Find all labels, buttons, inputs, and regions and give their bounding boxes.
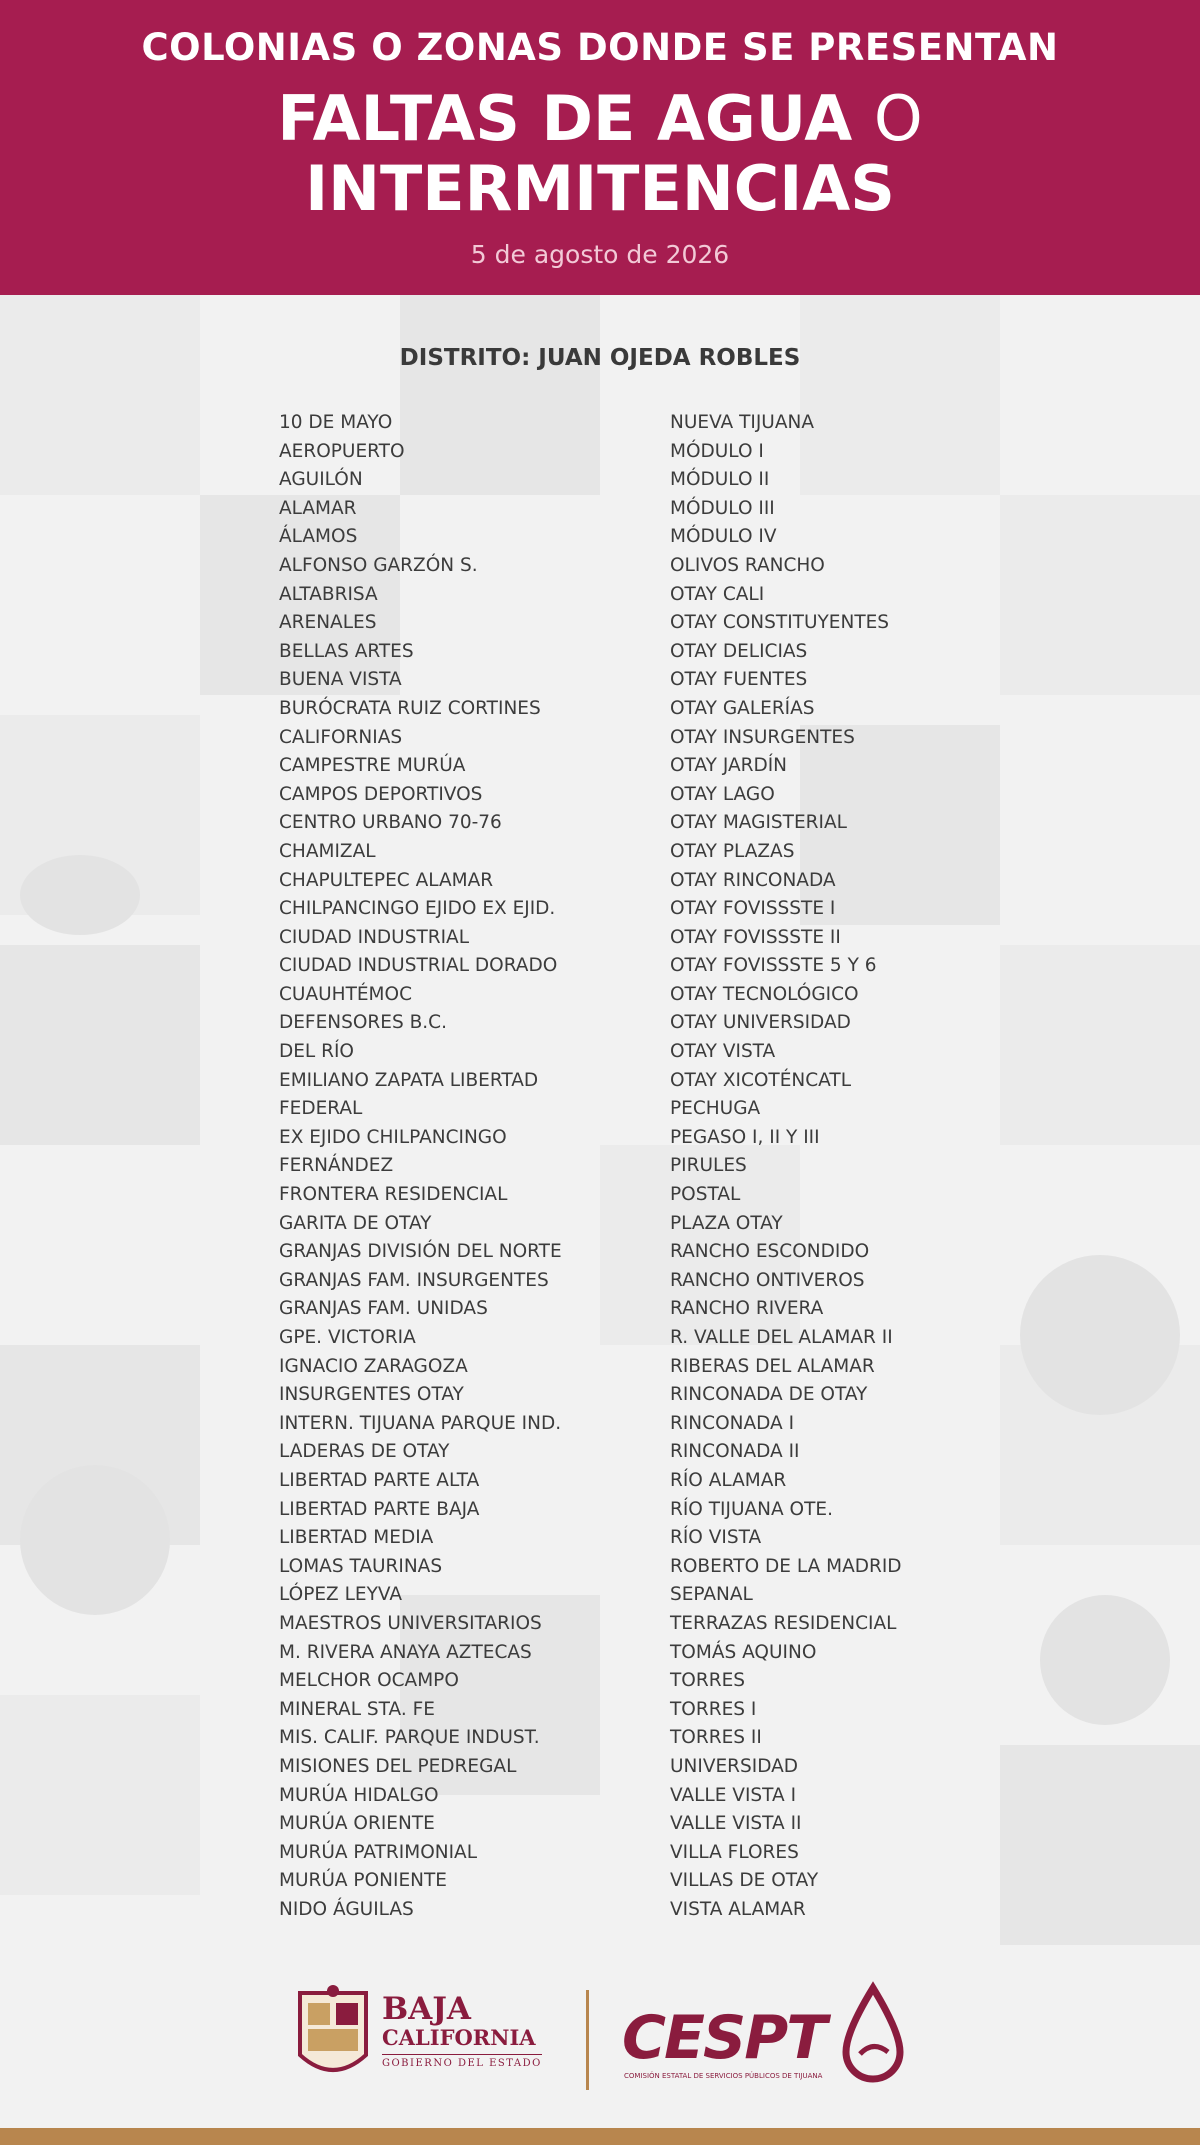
colonia-item: OTAY JARDÍN [670,755,788,777]
colonia-item: OTAY FOVISSSTE I [670,898,836,920]
background-pattern [0,295,1200,2125]
header-date: 5 de agosto de 2026 [470,240,730,269]
colonia-item: RÍO VISTA [670,1527,762,1549]
cespt-logo: CESPT [622,2003,826,2073]
colonia-item: OTAY XICOTÉNCATL [670,1069,852,1091]
colonia-item: MINERAL STA. FE [279,1698,435,1720]
colonia-item: ARENALES [279,612,377,634]
pattern-tile [0,945,200,1145]
colonia-item: CHILPANCINGO EJIDO EX EJID. [279,898,556,920]
colonia-item: OTAY CONSTITUYENTES [670,612,890,634]
header-title-bold: FALTAS DE AGUA [277,82,853,155]
colonia-item: OTAY INSURGENTES [670,726,855,748]
colonia-item: INSURGENTES OTAY [279,1384,464,1406]
district-title: DISTRITO: JUAN OJEDA ROBLES [399,345,801,371]
colonia-item: DEFENSORES B.C. [279,1012,447,1034]
colonia-item: TORRES II [670,1727,762,1749]
header-title-line1: COLONIAS O ZONAS DONDE SE PRESENTAN [141,26,1059,69]
pattern-tile [1000,945,1200,1145]
baja-california-seal-icon [296,1985,370,2087]
water-drop-icon [838,1980,908,2090]
colonia-item: UNIVERSIDAD [670,1755,799,1777]
pattern-circle [1040,1595,1170,1725]
colonia-item: RÍO TIJUANA OTE. [670,1498,833,1520]
cespt-subtitle: COMISIÓN ESTATAL DE SERVICIOS PÚBLICOS DE TIJUANA [624,2072,823,2080]
pattern-tile [0,295,200,495]
colonia-item: MELCHOR OCAMPO [279,1670,459,1692]
header-title-line3: INTERMITENCIAS [305,152,895,225]
colonia-item: POSTAL [670,1184,741,1206]
colonia-item: CALIFORNIAS [279,726,403,748]
colonia-item: OTAY TECNOLÓGICO [670,983,859,1005]
colonia-item: ALAMAR [279,497,357,519]
header-title-light: O [873,82,923,155]
colonia-item: SEPANAL [670,1584,753,1606]
colonia-item: MISIONES DEL PEDREGAL [279,1755,517,1777]
colonia-item: OLIVOS RANCHO [670,554,825,576]
pattern-circle [1020,1255,1180,1415]
colonia-item: NUEVA TIJUANA [670,412,814,433]
colonia-item: OTAY PLAZAS [670,840,795,862]
colonia-item: MURÚA ORIENTE [279,1813,435,1835]
colonia-item: RANCHO ESCONDIDO [670,1241,870,1263]
colonia-item: ALTABRISA [279,583,378,605]
colonia-item: FERNÁNDEZ [279,1155,394,1177]
colonia-item: LADERAS DE OTAY [279,1441,450,1463]
pattern-circle [20,855,140,935]
colonia-item: AGUILÓN [279,469,363,491]
colonia-item: VILLA FLORES [670,1841,799,1863]
colonia-item: RÍO ALAMAR [670,1469,787,1491]
pattern-tile [0,1695,200,1895]
colonia-item: VILLAS DE OTAY [670,1870,819,1892]
header-banner [0,0,1200,295]
colonia-item: PECHUGA [670,1098,761,1120]
colonia-item: MÓDULO III [670,497,775,519]
pattern-circle [20,1465,170,1615]
colonia-item: AEROPUERTO [279,440,405,462]
footer-logos [0,1980,1200,2100]
colonia-item: OTAY RINCONADA [670,869,836,891]
colonia-item: VISTA ALAMAR [670,1898,806,1920]
colonia-item: OTAY CALI [670,583,765,605]
colonia-item: CAMPESTRE MURÚA [279,755,466,777]
colonia-item: FEDERAL [279,1098,363,1120]
colonia-item: CHAMIZAL [279,840,376,862]
colonia-item: OTAY LAGO [670,783,775,805]
colonia-item: FRONTERA RESIDENCIAL [279,1184,508,1206]
colonia-item: LOMAS TAURINAS [279,1555,443,1577]
colonia-item: RINCONADA I [670,1412,795,1434]
colonia-item: MURÚA PONIENTE [279,1870,447,1892]
pattern-tile [1000,495,1200,695]
colonia-item: GPE. VICTORIA [279,1327,416,1348]
colonia-item: LIBERTAD PARTE BAJA [279,1498,480,1520]
colonia-item: OTAY UNIVERSIDAD [670,1012,851,1034]
colonia-item: CIUDAD INDUSTRIAL DORADO [279,955,558,977]
colonia-item: PEGASO I, II Y III [670,1126,820,1148]
colonia-item: OTAY MAGISTERIAL [670,812,847,834]
bc-line2: CALIFORNIA [382,2025,536,2050]
colonia-item: DEL RÍO [279,1041,354,1063]
colonia-item: RANCHO RIVERA [670,1298,824,1320]
colonia-item: MAESTROS UNIVERSITARIOS [279,1612,542,1634]
colonia-item: OTAY FOVISSSTE 5 Y 6 [670,955,877,977]
bottom-bar [0,2128,1200,2145]
colonia-item: MÓDULO II [670,469,770,491]
colonia-item: CHAPULTEPEC ALAMAR [279,869,494,891]
colonia-item: PLAZA OTAY [670,1212,783,1234]
colonia-item: RINCONADA DE OTAY [670,1384,868,1406]
colonia-item: MURÚA PATRIMONIAL [279,1841,478,1863]
colonia-item: TORRES [670,1670,746,1692]
bc-line1: BAJA [382,1991,471,2027]
colonia-item: ROBERTO DE LA MADRID [670,1555,902,1577]
logo-divider [586,1990,589,2090]
colonia-item: CUAUHTÉMOC [279,983,412,1005]
colonia-item: ALFONSO GARZÓN S. [279,554,478,576]
colonia-item: BUENA VISTA [279,669,402,691]
colonia-item: GRANJAS DIVISIÓN DEL NORTE [279,1241,562,1263]
colonia-item: VALLE VISTA I [670,1784,797,1806]
colonia-item: M. RIVERA ANAYA AZTECAS [279,1641,532,1663]
colonia-item: MÓDULO IV [670,526,777,548]
colonia-item: TERRAZAS RESIDENCIAL [670,1612,897,1634]
bc-line3: GOBIERNO DEL ESTADO [382,2054,542,2073]
colonia-item: RINCONADA II [670,1441,800,1463]
colonia-item: 10 DE MAYO [279,412,393,433]
colonia-item: LIBERTAD MEDIA [279,1527,434,1549]
colonia-item: OTAY FOVISSSTE II [670,926,841,948]
baja-california-wordmark [382,1992,542,2073]
colonia-item: GRANJAS FAM. UNIDAS [279,1298,488,1320]
colonia-item: MIS. CALIF. PARQUE INDUST. [279,1727,540,1749]
colonia-item: RANCHO ONTIVEROS [670,1269,865,1291]
colonia-item: EX EJIDO CHILPANCINGO [279,1126,507,1148]
pattern-tile [1000,1745,1200,1945]
colonia-item: LIBERTAD PARTE ALTA [279,1469,480,1491]
colonia-item: OTAY GALERÍAS [670,697,815,719]
colonia-item: BELLAS ARTES [279,640,414,662]
colonia-item: IGNACIO ZARAGOZA [279,1355,468,1377]
colonia-item: ÁLAMOS [279,526,358,548]
colonia-item: NIDO ÁGUILAS [279,1898,414,1920]
colonia-item: TOMÁS AQUINO [670,1641,817,1663]
colonia-item: OTAY FUENTES [670,669,808,691]
colonia-item: PIRULES [670,1155,747,1177]
colonia-item: OTAY VISTA [670,1041,776,1063]
colonia-item: LÓPEZ LEYVA [279,1584,403,1606]
colonia-item: GRANJAS FAM. INSURGENTES [279,1269,549,1291]
header-title-line2 [0,84,1200,154]
colonia-item: OTAY DELICIAS [670,640,808,662]
colonias-list-left [279,409,562,1924]
colonia-item: CIUDAD INDUSTRIAL [279,926,470,948]
colonia-item: BURÓCRATA RUIZ CORTINES [279,697,541,719]
colonia-item: RIBERAS DEL ALAMAR [670,1355,875,1377]
colonia-item: R. VALLE DEL ALAMAR II [670,1327,893,1348]
colonia-item: VALLE VISTA II [670,1813,802,1835]
colonia-item: INTERN. TIJUANA PARQUE IND. [279,1412,562,1434]
colonias-list-right [670,409,902,1924]
colonia-item: EMILIANO ZAPATA LIBERTAD [279,1069,539,1091]
colonia-item: GARITA DE OTAY [279,1212,432,1234]
colonia-item: CAMPOS DEPORTIVOS [279,783,483,805]
colonia-item: MURÚA HIDALGO [279,1784,439,1806]
colonia-item: TORRES I [670,1698,757,1720]
colonia-item: MÓDULO I [670,440,764,462]
colonia-item: CENTRO URBANO 70-76 [279,812,502,834]
